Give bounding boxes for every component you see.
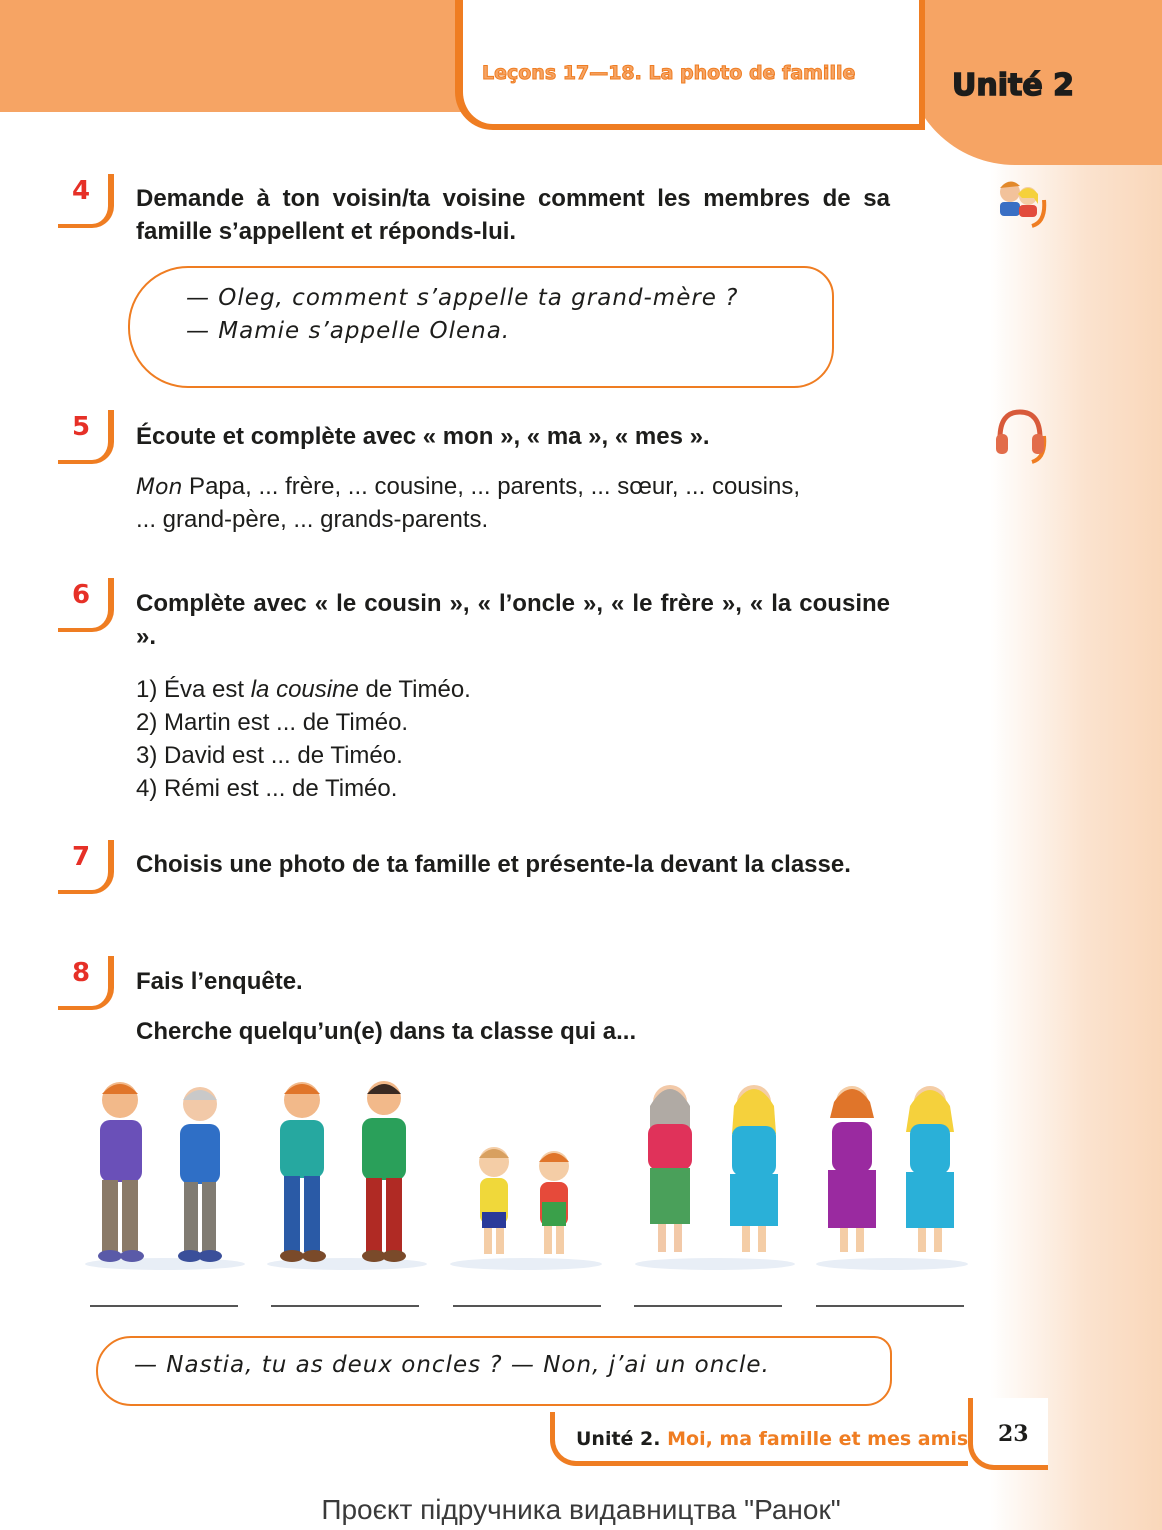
exercise-number: 7 bbox=[58, 840, 114, 894]
dialog-line: — Nastia, tu as deux oncles ? — Non, j’ai un oncle. bbox=[134, 1352, 770, 1378]
cousins-pair-illustration bbox=[812, 1072, 972, 1272]
headphones-icon bbox=[992, 404, 1048, 464]
exercise-5-text-line1: Mon Papa, ... frère, ... cousine, ... parents, ... sœur, ... cousins, bbox=[136, 473, 800, 500]
pair-work-icon bbox=[992, 170, 1048, 230]
exercise-7-instruction: Choisis une photo de ta famille et présente-la devant la classe. bbox=[136, 851, 851, 878]
answer-line[interactable] bbox=[816, 1305, 964, 1307]
little-sisters-pair-illustration bbox=[446, 1072, 606, 1272]
exercise-8-instruction-2: Cherche quelqu’un(e) dans ta classe qui a... bbox=[136, 1018, 637, 1045]
exercise-number: 8 bbox=[58, 956, 114, 1010]
exercise-5-text-line2: ... grand-père, ... grands-parents. bbox=[136, 506, 489, 533]
dialog-line: — Mamie s’appelle Olena. bbox=[186, 318, 511, 344]
uncles-pair-illustration bbox=[262, 1072, 432, 1272]
page-number: 23 bbox=[998, 1421, 1029, 1447]
exercise-number: 6 bbox=[58, 578, 114, 632]
grandfathers-pair-illustration bbox=[80, 1072, 250, 1272]
answer-line[interactable] bbox=[271, 1305, 419, 1307]
answer-line[interactable] bbox=[634, 1305, 782, 1307]
list-item: 2) Martin est ... de Timéo. bbox=[136, 709, 409, 736]
answer-line[interactable] bbox=[453, 1305, 601, 1307]
list-item: 1) Éva est la cousine de Timéo. bbox=[136, 676, 471, 703]
lesson-title: Leçons 17—18. La photo de famille bbox=[482, 62, 856, 84]
side-gradient-band bbox=[990, 110, 1162, 1530]
list-item: 3) David est ... de Timéo. bbox=[136, 742, 403, 769]
list-item: 4) Rémi est ... de Timéo. bbox=[136, 775, 398, 802]
header-orange-left bbox=[0, 0, 470, 112]
exercise-8-instruction: Fais l’enquête. bbox=[136, 968, 303, 995]
footer-unit-title: Unité 2. Moi, ma famille et mes amis bbox=[576, 1428, 969, 1450]
unit-badge: Unité 2 bbox=[952, 68, 1075, 103]
publisher-note: Проєкт підручника видавництва "Ранок" bbox=[321, 1494, 841, 1525]
answer-line[interactable] bbox=[90, 1305, 238, 1307]
exercise-6-instruction: Complète avec « le cousin », « l’oncle », « le frère », « la cousine ». bbox=[136, 590, 890, 650]
dialog-line: — Oleg, comment s’appelle ta grand-mère ? bbox=[186, 285, 739, 311]
exercise-number: 4 bbox=[58, 174, 114, 228]
grandmother-aunt-pair-illustration bbox=[630, 1072, 800, 1272]
exercise-5-instruction: Écoute et complète avec « mon », « ma », « mes ». bbox=[136, 423, 710, 450]
exercise-4-instruction: Demande à ton voisin/ta voisine comment les membres de sa famille s’appellent et réponds-lui. bbox=[136, 185, 890, 245]
exercise-number: 5 bbox=[58, 410, 114, 464]
